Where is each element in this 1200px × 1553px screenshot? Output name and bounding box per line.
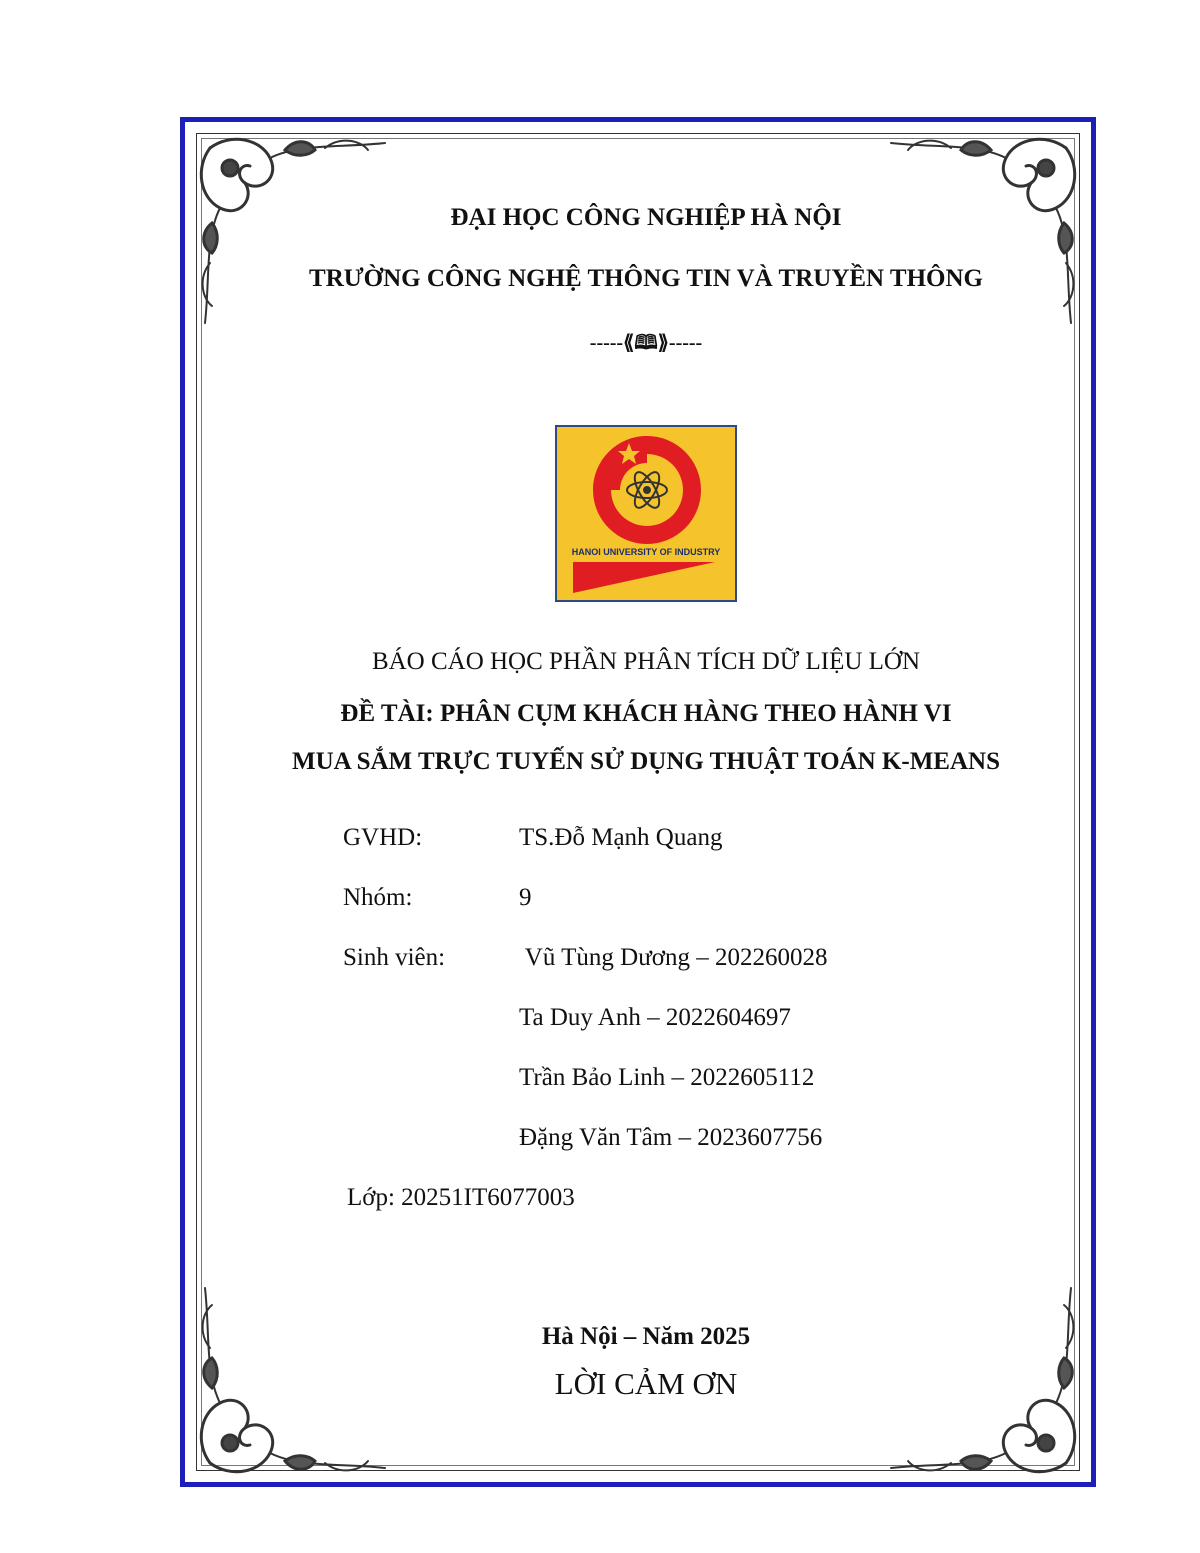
report-topic-line-1: ĐỀ TÀI: PHÂN CỤM KHÁCH HÀNG THEO HÀNH VI [340, 700, 952, 727]
student-4: Đặng Văn Tâm – 2023607756 [519, 1124, 823, 1151]
report-topic-line-2: MUA SẮM TRỰC TUYẾN SỬ DỤNG THUẬT TOÁN K-MEANS [292, 748, 1000, 775]
logo-caption: HANOI UNIVERSITY OF INDUSTRY [571, 547, 721, 557]
report-course: BÁO CÁO HỌC PHẦN PHÂN TÍCH DỮ LIỆU LỚN [371, 648, 921, 675]
place-year: Hà Nội – Năm 2025 [541, 1323, 751, 1350]
advisor-label: GVHD: [343, 824, 423, 851]
student-3: Trần Bảo Linh – 2022605112 [519, 1064, 815, 1091]
group-label: Nhóm: [343, 884, 413, 911]
acknowledgement-heading: LỜI CẢM ƠN [554, 1366, 738, 1401]
class-code: Lớp: 20251IT6077003 [347, 1184, 575, 1211]
school-name: TRƯỜNG CÔNG NGHỆ THÔNG TIN VÀ TRUYỀN THÔNG [309, 265, 983, 292]
students-label: Sinh viên: [343, 944, 446, 971]
student-2: Ta Duy Anh – 2022604697 [519, 1004, 791, 1031]
university-logo [555, 425, 737, 602]
group-number: 9 [519, 884, 532, 911]
decorative-divider: -----⟪🕮⟫----- [589, 332, 703, 354]
student-1: Vũ Tùng Dương – 202260028 [519, 944, 828, 971]
advisor-name: TS.Đỗ Mạnh Quang [519, 824, 723, 851]
university-name: ĐẠI HỌC CÔNG NGHIỆP HÀ NỘI [450, 204, 842, 231]
